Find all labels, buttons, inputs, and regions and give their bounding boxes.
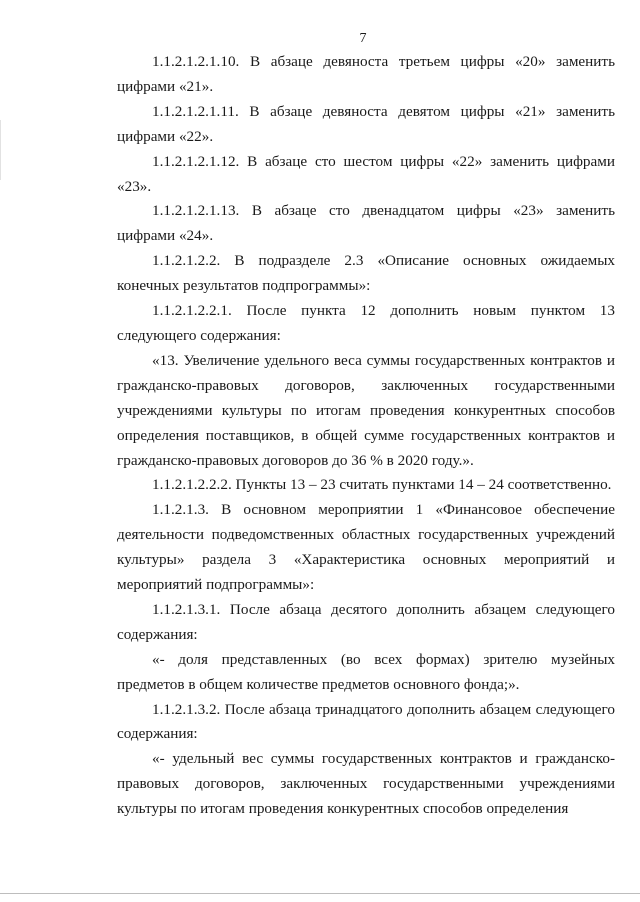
paragraph-1-1-2-1-3-1: 1.1.2.1.3.1. После абзаца десятого дополнить абзацем следующего содержания: — [117, 600, 615, 643]
quoted-item-13: «13. Увеличение удельного веса суммы государственных контрактов и гражданско-правовых договоров, заключенных государственными учреждениями культуры по итогам проведения конкурентных способов определения поставщиков, в общей сумме государственных контрактов и гражданско-правовых договоров до 36 % в 2020 году.». — [117, 351, 615, 469]
paragraph-1-1-2-1-2-2-1: 1.1.2.1.2.2.1. После пункта 12 дополнить новым пунктом 13 следующего содержания: — [117, 302, 615, 344]
document-body — [117, 50, 615, 822]
paragraph-1-1-2-1-2-1-11: 1.1.2.1.2.1.11. В абзаце девяноста девятом цифры «21» заменить цифрами «22». — [117, 102, 615, 145]
paragraph-1-1-2-1-2-1-10: 1.1.2.1.2.1.10. В абзаце девяноста третьем цифры «20» заменить цифрами «21». — [117, 53, 615, 95]
page-bottom-edge — [0, 893, 640, 894]
paragraph-1-1-2-1-3: 1.1.2.1.3. В основном мероприятии 1 «Финансовое обеспечение деятельности подведомственных областных государственных учреждений культуры» раздела 3 «Характеристика основных мероприятий и мероприятий подпрограммы»: — [117, 501, 615, 594]
quoted-contracts-share: «- удельный вес суммы государственных контрактов и гражданско-правовых договоров, заключенных государственными учреждениями культуры по итогам проведения конкурентных способов определения — [117, 750, 615, 818]
quoted-museum-share: «- доля представленных (во всех формах) зрителю музейных предметов в общем количестве предметов основного фонда;». — [117, 650, 615, 693]
page-number: 7 — [359, 31, 367, 46]
paragraph-1-1-2-1-2-1-13: 1.1.2.1.2.1.13. В абзаце сто двенадцатом цифры «23» заменить цифрами «24». — [117, 202, 615, 245]
paragraph-1-1-2-1-2-2: 1.1.2.1.2.2. В подразделе 2.3 «Описание основных ожидаемых конечных результатов подпрограммы»: — [117, 252, 615, 295]
paragraph-1-1-2-1-2-1-12: 1.1.2.1.2.1.12. В абзаце сто шестом цифры «22» заменить цифрами «23». — [117, 152, 615, 195]
paragraph-1-1-2-1-3-2: 1.1.2.1.3.2. После абзаца тринадцатого дополнить абзацем следующего содержания: — [117, 700, 615, 743]
scan-edge-mark — [0, 120, 1, 180]
paragraph-1-1-2-1-2-2-2: 1.1.2.1.2.2.2. Пункты 13 – 23 считать пунктами 14 – 24 соответственно. — [152, 476, 612, 494]
